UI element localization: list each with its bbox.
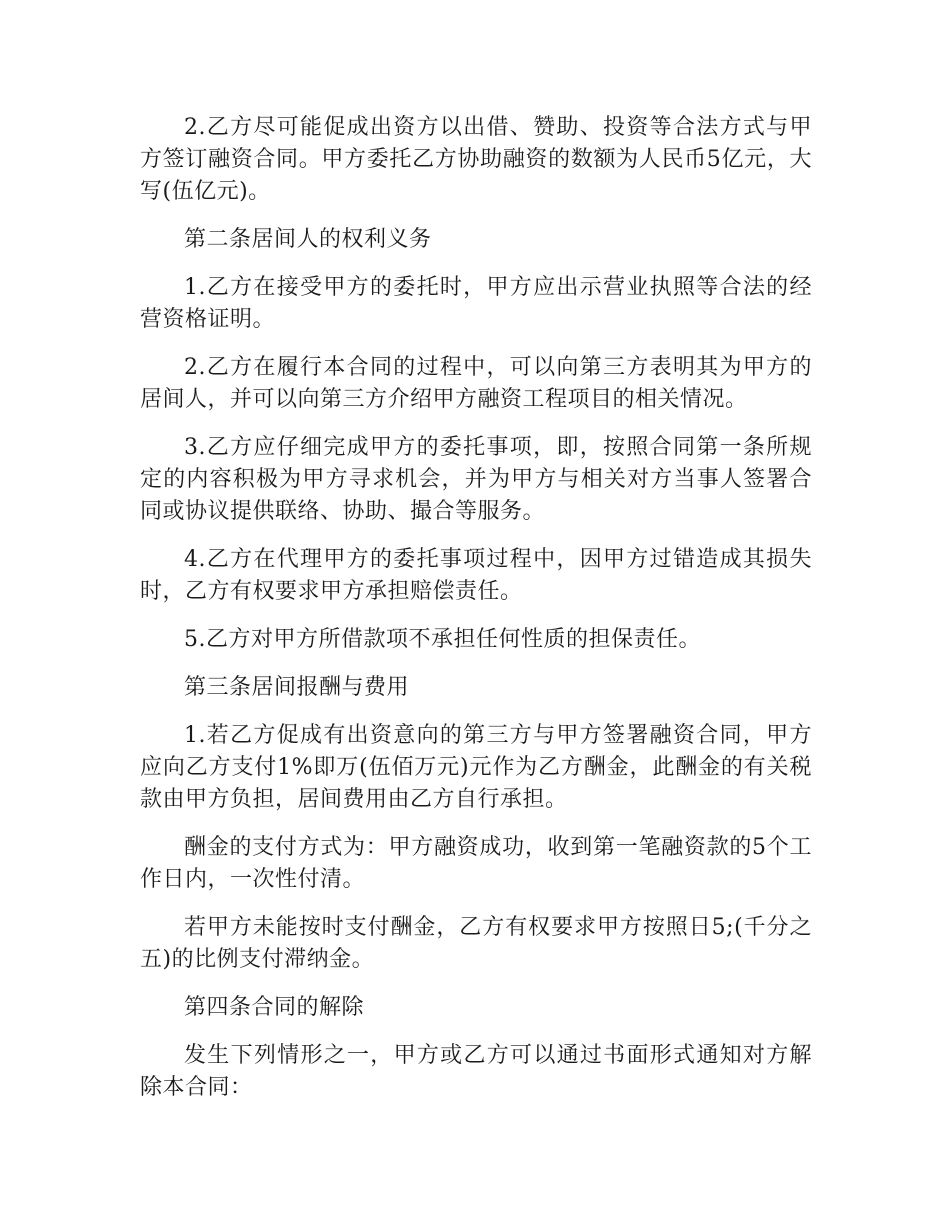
section-heading-article-4: 第四条合同的解除 [184, 995, 365, 1020]
paragraph-article-2-item-5: 5.乙方对甲方所借款项不承担任何性质的担保责任。 [184, 627, 701, 652]
section-heading-article-2: 第二条居间人的权利义务 [184, 227, 432, 252]
paragraph-article-2-item-4: 4.乙方在代理甲方的委托事项过程中，因甲方过错造成其损失时，乙方有权要求甲方承担赔偿责任。 [140, 547, 812, 604]
paragraph-late-fee: 若甲方未能按时支付酬金，乙方有权要求甲方按照日5;(千分之五)的比例支付滞纳金。 [140, 915, 812, 972]
paragraph-payment-method: 酬金的支付方式为：甲方融资成功，收到第一笔融资款的5个工作日内，一次性付清。 [140, 835, 812, 892]
paragraph-article-2-item-2: 2.乙方在履行本合同的过程中，可以向第三方表明其为甲方的居间人，并可以向第三方介绍甲方融资工程项目的相关情况。 [140, 355, 812, 412]
paragraph-article-2-item-3: 3.乙方应仔细完成甲方的委托事项，即，按照合同第一条所规定的内容积极为甲方寻求机会，并为甲方与相关对方当事人签署合同或协议提供联络、协助、撮合等服务。 [140, 435, 812, 524]
document-body [140, 112, 812, 1120]
paragraph-financing-amount: 2.乙方尽可能促成出资方以出借、赞助、投资等合法方式与甲方签订融资合同。甲方委托乙方协助融资的数额为人民币5亿元，大写(伍亿元)。 [140, 115, 812, 204]
section-heading-article-3: 第三条居间报酬与费用 [184, 675, 410, 700]
paragraph-article-3-item-1: 1.若乙方促成有出资意向的第三方与甲方签署融资合同，甲方应向乙方支付1%即万(伍佰万元)元作为乙方酬金，此酬金的有关税款由甲方负担，居间费用由乙方自行承担。 [140, 723, 812, 812]
paragraph-termination-conditions: 发生下列情形之一，甲方或乙方可以通过书面形式通知对方解除本合同： [140, 1043, 812, 1100]
paragraph-article-2-item-1: 1.乙方在接受甲方的委托时，甲方应出示营业执照等合法的经营资格证明。 [140, 275, 812, 332]
